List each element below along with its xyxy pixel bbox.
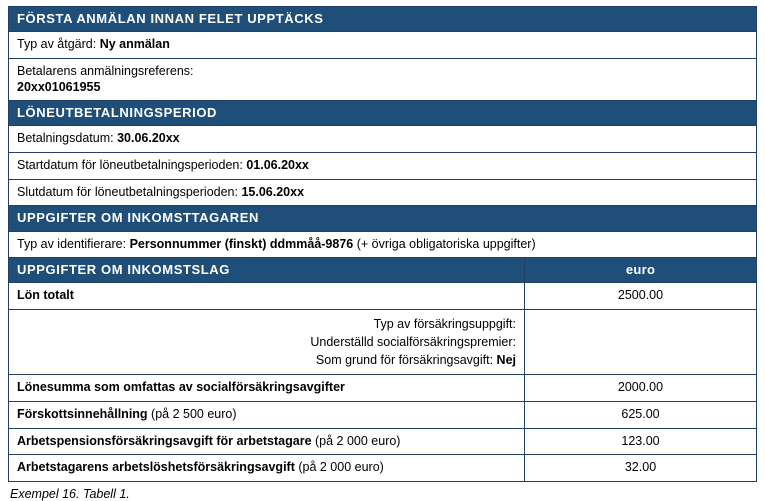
section-title-first-report: FÖRSTA ANMÄLAN INNAN FELET UPPTÄCKS	[9, 7, 757, 32]
end-date-label: Slutdatum för löneutbetalningsperioden:	[17, 184, 242, 199]
action-type-value: Ny anmälan	[99, 37, 170, 52]
insurance-details-amount	[525, 310, 757, 375]
section-title-amount-unit: euro	[525, 258, 757, 283]
insurance-details-cell	[9, 310, 525, 375]
insurance-basis-row	[17, 351, 516, 369]
withholding-value: 625.00	[525, 402, 757, 429]
action-type-label: Typ av åtgärd:	[17, 37, 100, 52]
insurance-subject-label: Underställd socialförsäkringspremier:	[310, 335, 516, 350]
action-type-cell	[9, 32, 757, 59]
unemployment-note: (på 2 000 euro)	[298, 460, 384, 475]
pension-note: (på 2 000 euro)	[315, 433, 401, 448]
end-date-value: 15.06.20xx	[241, 184, 305, 199]
identifier-suffix: (+ övriga obligatoriska uppgifter)	[353, 236, 536, 251]
section-title-pay-period: LÖNEUTBETALNINGSPERIOD	[9, 101, 757, 126]
identifier-cell	[9, 231, 757, 258]
payer-reference-label: Betalarens anmälningsreferens:	[17, 63, 194, 78]
payment-date-label: Betalningsdatum:	[17, 131, 118, 146]
section-header-income-type	[9, 258, 757, 283]
table-row-payer-reference	[9, 58, 757, 100]
table-caption: Exempel 16. Tabell 1.	[10, 486, 130, 501]
pension-cell	[9, 428, 525, 455]
withholding-cell	[9, 402, 525, 429]
section-header-first-report	[9, 7, 757, 32]
pension-value: 123.00	[525, 428, 757, 455]
insurance-type-label: Typ av försäkringsuppgift:	[373, 317, 516, 331]
unemployment-value: 32.00	[525, 455, 757, 482]
section-title-income-earner: UPPGIFTER OM INKOMSTTAGAREN	[9, 206, 757, 231]
total-wage-value: 2500.00	[525, 283, 757, 310]
start-date-cell	[9, 153, 757, 180]
withholding-note: (på 2 500 euro)	[151, 407, 237, 421]
payment-date-value: 30.06.20xx	[117, 131, 180, 146]
table-row-pension	[9, 428, 757, 455]
table-row-identifier	[9, 231, 757, 258]
start-date-label: Startdatum för löneutbetalningsperioden:	[17, 158, 247, 172]
end-date-cell	[9, 179, 757, 206]
table-row-withholding	[9, 402, 757, 429]
table-row-payment-date	[9, 126, 757, 153]
income-report-table	[8, 6, 757, 482]
total-wage-label: Lön totalt	[9, 283, 525, 310]
unemployment-label: Arbetstagarens arbetslöshetsförsäkringsavgift	[17, 460, 299, 475]
table-row-total-wage	[9, 283, 757, 310]
section-header-income-earner	[9, 206, 757, 231]
social-sum-label: Lönesumma som omfattas av socialförsäkringsavgifter	[9, 375, 525, 402]
identifier-label: Typ av identifierare:	[17, 236, 130, 251]
unemployment-cell	[9, 455, 525, 482]
payment-date-cell	[9, 126, 757, 153]
social-sum-value: 2000.00	[525, 375, 757, 402]
payer-reference-cell	[9, 58, 757, 100]
payer-reference-value: 20xx01061955	[17, 79, 101, 94]
start-date-value: 01.06.20xx	[246, 158, 309, 172]
table-row-start-date	[9, 153, 757, 180]
table-row-unemployment	[9, 455, 757, 482]
table-row-social-sum	[9, 375, 757, 402]
pension-label: Arbetspensionsförsäkringsavgift för arbetstagare	[17, 433, 315, 448]
table-row-end-date	[9, 179, 757, 206]
section-header-pay-period	[9, 101, 757, 126]
withholding-label: Förskottsinnehållning	[17, 407, 152, 421]
insurance-basis-value: Nej	[496, 353, 516, 368]
table-row-insurance-details	[9, 310, 757, 375]
section-title-income-type: UPPGIFTER OM INKOMSTSLAG	[9, 258, 525, 283]
insurance-basis-label: Som grund för försäkringsavgift:	[315, 353, 497, 368]
identifier-value: Personnummer (finskt) ddmmåå-9876	[129, 236, 354, 251]
table-row-action-type	[9, 32, 757, 59]
